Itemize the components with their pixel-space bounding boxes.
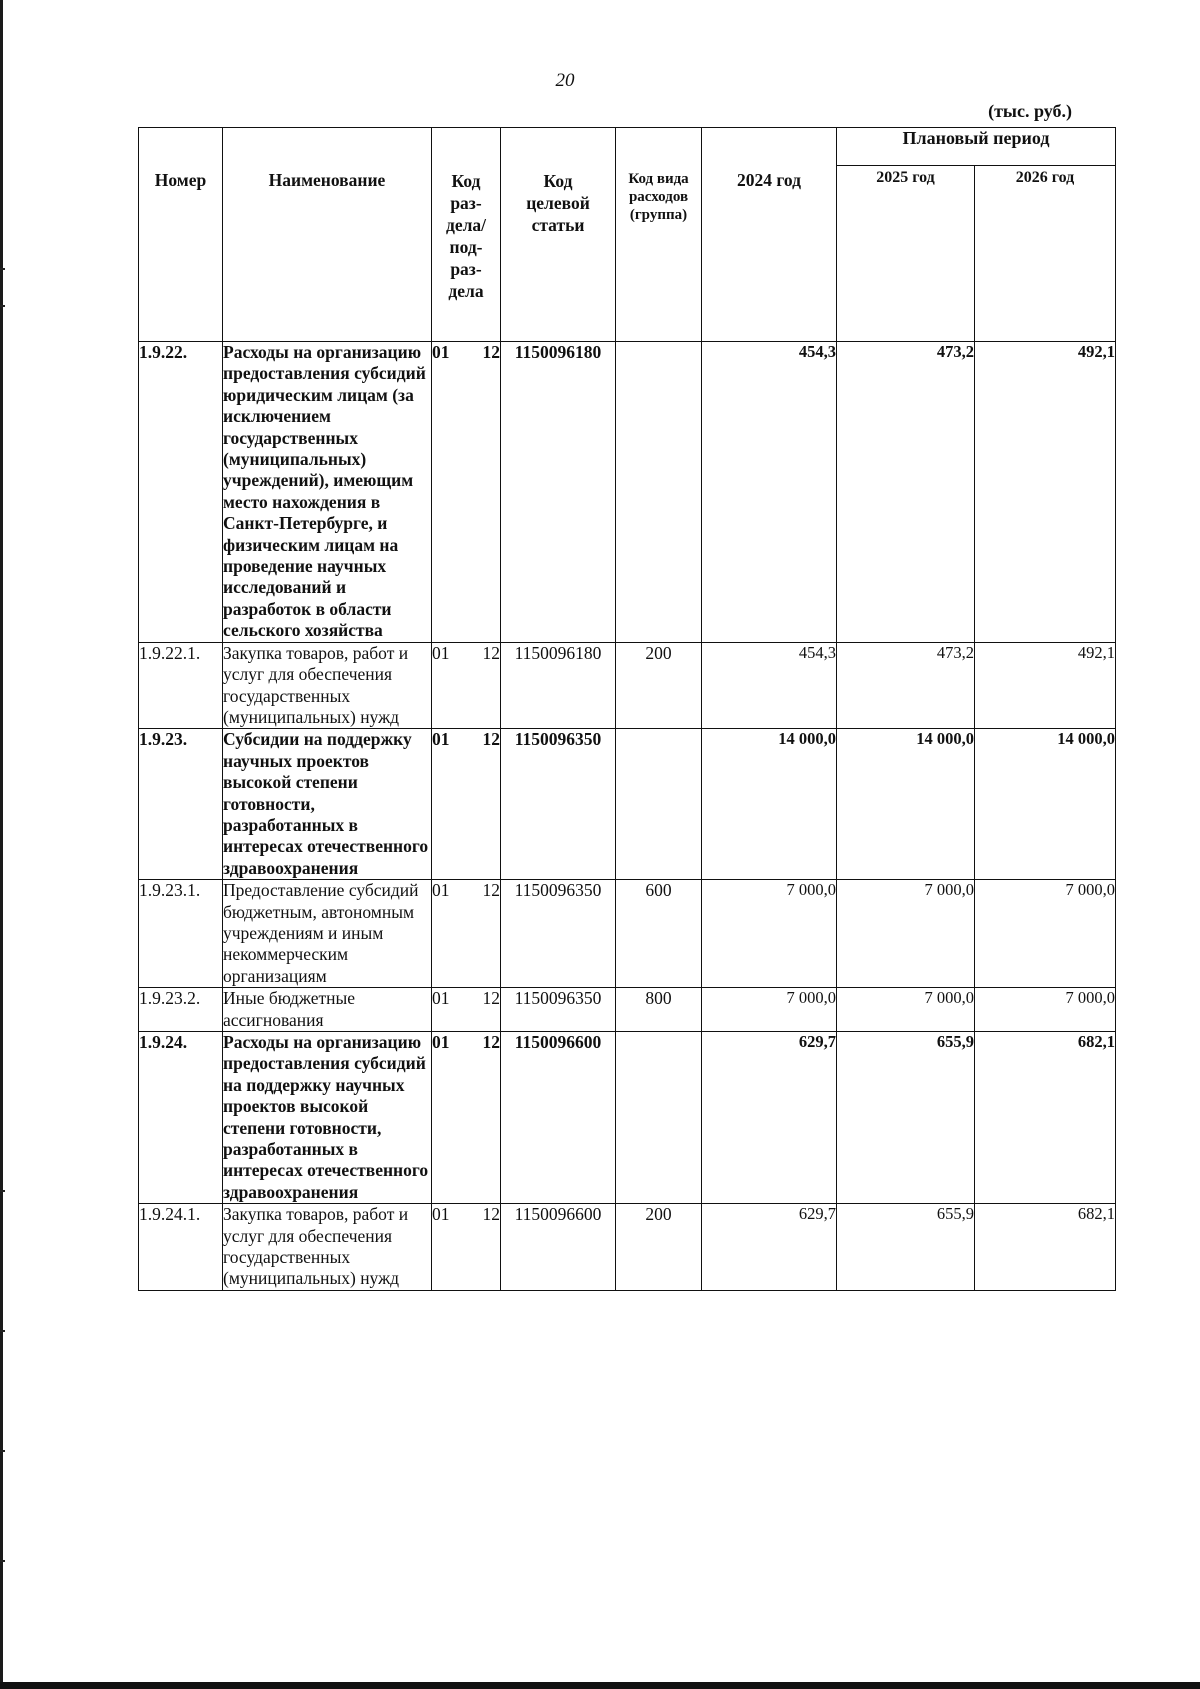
table-row — [139, 1204, 1116, 1291]
page-number: 20 — [555, 70, 575, 91]
row-section: 01 — [432, 729, 450, 750]
row-name: Иные бюджетные ассигнования — [223, 988, 432, 1032]
row-expense-type: 200 — [616, 1204, 702, 1291]
row-expense-type — [616, 342, 702, 643]
budget-table — [138, 127, 1116, 1291]
header-number: Номер — [139, 128, 223, 342]
row-target-code: 1150096180 — [501, 342, 616, 643]
row-amount-2024: 629,7 — [702, 1204, 837, 1291]
row-section: 01 — [432, 880, 450, 901]
row-amount-2024: 454,3 — [702, 642, 837, 729]
table-row — [139, 1032, 1116, 1204]
scan-mark — [0, 1330, 5, 1332]
row-subsection: 12 — [482, 1032, 500, 1052]
row-amount-2025: 7 000,0 — [837, 880, 975, 988]
row-amount-2025: 14 000,0 — [837, 729, 975, 880]
row-target-code: 1150096350 — [501, 988, 616, 1032]
header-expense-type-code-text: Код вида расходов (группа) — [628, 171, 689, 223]
row-number: 1.9.23.2. — [139, 988, 223, 1032]
row-target-code: 1150096350 — [501, 729, 616, 880]
row-section-code — [432, 880, 501, 988]
row-number: 1.9.23.1. — [139, 880, 223, 988]
header-plan-period: Плановый период — [837, 128, 1116, 166]
header-target-code — [501, 128, 616, 342]
scan-mark — [0, 1450, 5, 1452]
header-year-2026: 2026 год — [975, 166, 1116, 342]
row-section: 01 — [432, 642, 450, 663]
row-section-code — [432, 988, 501, 1032]
row-section: 01 — [432, 988, 450, 1009]
row-subsection: 12 — [482, 1204, 500, 1225]
scan-mark — [0, 1560, 5, 1562]
row-number: 1.9.22.1. — [139, 642, 223, 729]
row-name: Расходы на организацию предоставления субсидий на поддержку научных проектов высокой степени готовности, разработанных в интересах отечественного здравоохранения — [223, 1032, 432, 1204]
scan-mark — [0, 268, 5, 270]
row-name: Закупка товаров, работ и услуг для обеспечения государственных (муниципальных) нужд — [223, 1204, 432, 1291]
row-subsection: 12 — [482, 342, 500, 362]
table-row — [139, 729, 1116, 880]
scan-mark — [0, 1190, 5, 1192]
header-section-code-text: Код раз- дела/ под- раз- дела — [445, 171, 487, 301]
row-subsection: 12 — [482, 729, 500, 750]
row-amount-2026: 14 000,0 — [975, 729, 1116, 880]
row-target-code: 1150096180 — [501, 642, 616, 729]
scan-mark — [0, 305, 5, 307]
row-amount-2024: 629,7 — [702, 1032, 837, 1204]
row-number: 1.9.22. — [139, 342, 223, 643]
header-target-code-text: Код целевой статьи — [526, 171, 590, 235]
row-target-code: 1150096600 — [501, 1032, 616, 1204]
table-row — [139, 642, 1116, 729]
row-expense-type — [616, 1032, 702, 1204]
row-section-code — [432, 342, 501, 643]
row-section-code — [432, 1032, 501, 1204]
row-amount-2024: 454,3 — [702, 342, 837, 643]
row-amount-2024: 14 000,0 — [702, 729, 837, 880]
row-expense-type: 200 — [616, 642, 702, 729]
header-year-2024: 2024 год — [702, 128, 837, 342]
row-name: Расходы на организацию предоставления субсидий юридическим лицам (за исключением государственных (муниципальных) учреждений), имеющим место нахождения в Санкт-Петербурге, и физическим лицам на проведение научных исследований и разработок в области сельского хозяйства — [223, 342, 432, 643]
row-number: 1.9.24. — [139, 1032, 223, 1204]
row-section-code — [432, 729, 501, 880]
row-amount-2026: 7 000,0 — [975, 988, 1116, 1032]
table-row — [139, 880, 1116, 988]
scan-edge-left — [0, 0, 3, 1689]
row-subsection: 12 — [482, 880, 500, 901]
header-name: Наименование — [223, 128, 432, 342]
row-amount-2026: 682,1 — [975, 1032, 1116, 1204]
row-number: 1.9.23. — [139, 729, 223, 880]
table-row — [139, 988, 1116, 1032]
row-subsection: 12 — [482, 642, 500, 663]
scan-edge-bottom — [0, 1682, 1200, 1689]
row-amount-2026: 492,1 — [975, 342, 1116, 643]
row-amount-2024: 7 000,0 — [702, 880, 837, 988]
row-amount-2026: 492,1 — [975, 642, 1116, 729]
row-section-code — [432, 642, 501, 729]
row-expense-type: 600 — [616, 880, 702, 988]
row-name: Предоставление субсидий бюджетным, автономным учреждениям и иным некоммерческим организациям — [223, 880, 432, 988]
row-section: 01 — [432, 1032, 450, 1052]
row-amount-2025: 655,9 — [837, 1032, 975, 1204]
row-amount-2024: 7 000,0 — [702, 988, 837, 1032]
table-row — [139, 342, 1116, 643]
header-year-2025: 2025 год — [837, 166, 975, 342]
row-amount-2025: 473,2 — [837, 342, 975, 643]
row-section-code — [432, 1204, 501, 1291]
row-target-code: 1150096350 — [501, 880, 616, 988]
row-amount-2025: 473,2 — [837, 642, 975, 729]
header-section-code — [432, 128, 501, 342]
row-amount-2026: 682,1 — [975, 1204, 1116, 1291]
row-expense-type — [616, 729, 702, 880]
row-amount-2025: 7 000,0 — [837, 988, 975, 1032]
row-name: Субсидии на поддержку научных проектов высокой степени готовности, разработанных в интересах отечественного здравоохранения — [223, 729, 432, 880]
units-label: (тыс. руб.) — [988, 101, 1072, 121]
row-subsection: 12 — [482, 988, 500, 1009]
row-name: Закупка товаров, работ и услуг для обеспечения государственных (муниципальных) нужд — [223, 642, 432, 729]
row-amount-2025: 655,9 — [837, 1204, 975, 1291]
row-target-code: 1150096600 — [501, 1204, 616, 1291]
row-number: 1.9.24.1. — [139, 1204, 223, 1291]
row-section: 01 — [432, 342, 450, 362]
row-section: 01 — [432, 1204, 450, 1225]
header-expense-type-code — [616, 128, 702, 342]
row-amount-2026: 7 000,0 — [975, 880, 1116, 988]
row-expense-type: 800 — [616, 988, 702, 1032]
